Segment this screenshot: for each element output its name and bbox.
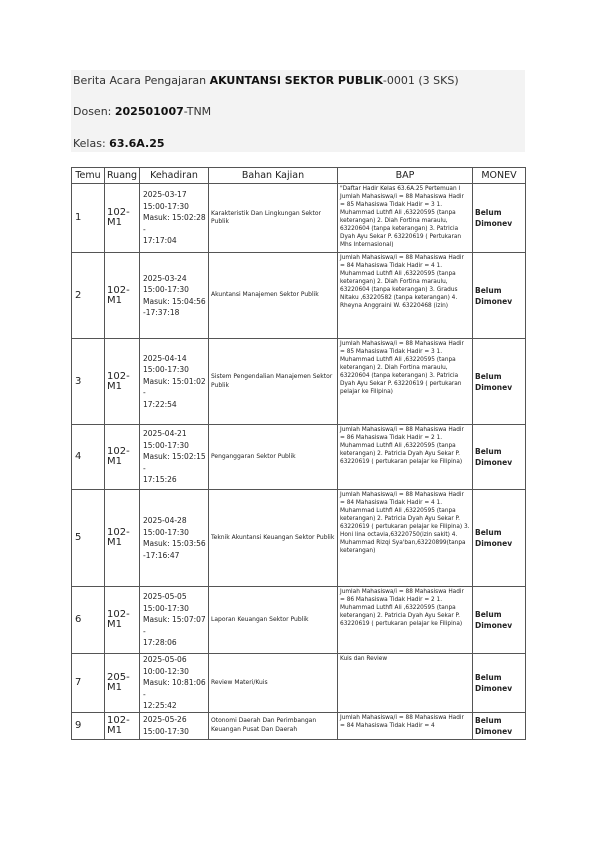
monev-status: Dimonev bbox=[475, 296, 513, 306]
cell-temu: 6 bbox=[72, 587, 105, 654]
kehadiran-line: -17:16:47 bbox=[143, 550, 180, 560]
table-row bbox=[72, 587, 526, 654]
cell-bahan-kajian: Akuntansi Manajemen Sektor Publik bbox=[209, 253, 338, 339]
monev-status: Belum bbox=[475, 610, 502, 619]
lecturer-initials: -TNM bbox=[183, 105, 212, 118]
lecturer-line bbox=[73, 105, 211, 118]
cell-ruang: 102-M1 bbox=[105, 425, 140, 490]
kehadiran-line: 15:00-17:30 bbox=[143, 285, 189, 294]
monev-status: Belum bbox=[475, 447, 502, 456]
kehadiran-line: 17:28:06 bbox=[143, 638, 177, 648]
monev-status: Dimonev bbox=[475, 539, 513, 548]
cell-bahan-kajian: Review Materi/Kuis bbox=[209, 654, 338, 713]
monev-status: Dimonev bbox=[475, 219, 513, 228]
class-label: Kelas: bbox=[73, 137, 110, 150]
header-bap: BAP bbox=[338, 168, 473, 184]
title-prefix: Berita Acara Pengajaran bbox=[73, 74, 210, 87]
kehadiran-line: 15:00-17:30 bbox=[143, 603, 189, 613]
header-temu: Temu bbox=[72, 168, 105, 184]
course-name: AKUNTANSI SEKTOR PUBLIK bbox=[209, 74, 383, 87]
cell-temu: 1 bbox=[72, 184, 105, 253]
kehadiran-line: -17:37:18 bbox=[143, 308, 180, 317]
kehadiran-line: Masuk: 15:07:07 - bbox=[143, 615, 206, 636]
kehadiran-line: 2025-04-28 bbox=[143, 516, 187, 525]
report-title bbox=[73, 74, 459, 87]
cell-bap: Kuis dan Review bbox=[338, 654, 473, 713]
class-line bbox=[73, 137, 165, 150]
cell-ruang: 102-M1 bbox=[105, 339, 140, 425]
monev-status: Belum bbox=[475, 208, 502, 217]
report-header bbox=[71, 70, 525, 152]
cell-monev bbox=[473, 425, 526, 490]
cell-ruang: 102-M1 bbox=[105, 253, 140, 339]
cell-bap: Jumlah Mahasiswa/i = 88 Mahasiswa Hadir = 84 Mahasiswa Tidak Hadir = 4 1. Muhammad Luthfi Ali ,63220595 (tanpa keterangan) 2. Diah Fortina maraulu, 63220604 (tanpa keterangan) 3. Gradus Nitaku ,63220582 (tanpa keterangan) 4. Rheyna Anggraini W. 63220468 (izin) bbox=[338, 253, 473, 339]
kehadiran-line: 2025-03-24 bbox=[143, 273, 187, 283]
attendance-table bbox=[71, 167, 526, 740]
cell-monev bbox=[473, 712, 526, 739]
cell-temu: 4 bbox=[72, 425, 105, 490]
header-ruang: Ruang bbox=[105, 168, 140, 184]
kehadiran-line: 2025-05-05 bbox=[143, 592, 187, 602]
kehadiran-line: 17:22:54 bbox=[143, 399, 177, 409]
kehadiran-line: 2025-04-14 bbox=[143, 353, 187, 363]
kehadiran-line: 2025-05-26 bbox=[143, 715, 187, 724]
table-row bbox=[72, 184, 526, 253]
cell-bap: "Daftar Hadir Kelas 63.6A.25 Pertemuan I Jumlah Mahasiswa/i = 88 Mahasiswa Hadir = 85 Mahasiswa Tidak Hadir = 3 1. Muhammad Luthfi Ali ,63220595 (tanpa keterangan) 2. Diah Fortina maraulu, 63220604 (tanpa keterangan) 3. Patricia Dyah Ayu Sekar P. 63220619 ( Pertukaran Mhs Internasional) bbox=[338, 184, 473, 253]
kehadiran-line: Masuk: 15:02:28 - bbox=[143, 213, 206, 234]
monev-status: Belum bbox=[475, 672, 502, 682]
course-code: -0001 (3 SKS) bbox=[382, 74, 459, 87]
header-kehadiran: Kehadiran bbox=[140, 168, 209, 184]
table-row bbox=[72, 339, 526, 425]
kehadiran-line: Masuk: 15:04:56 bbox=[143, 296, 206, 306]
cell-monev bbox=[473, 339, 526, 425]
kehadiran-line: 15:00-17:30 bbox=[143, 527, 189, 537]
monev-status: Belum bbox=[475, 715, 502, 725]
monev-status: Dimonev bbox=[475, 726, 513, 736]
table-row bbox=[72, 425, 526, 490]
kehadiran-line: 10:00-12:30 bbox=[143, 666, 189, 676]
cell-monev bbox=[473, 253, 526, 339]
cell-ruang: 102-M1 bbox=[105, 184, 140, 253]
cell-temu: 3 bbox=[72, 339, 105, 425]
kehadiran-line: 12:25:42 bbox=[143, 701, 177, 710]
kehadiran-line: Masuk: 10:81:06 - bbox=[143, 678, 206, 699]
lecturer-code: 202501007 bbox=[114, 105, 184, 118]
cell-bahan-kajian: Otonomi Daerah Dan Perimbangan Keuangan Pusat Dan Daerah bbox=[209, 712, 338, 739]
cell-monev bbox=[473, 490, 526, 587]
cell-temu: 7 bbox=[72, 654, 105, 713]
cell-monev bbox=[473, 654, 526, 713]
cell-monev bbox=[473, 587, 526, 654]
cell-bahan-kajian: Penganggaran Sektor Publik bbox=[209, 425, 338, 490]
cell-temu: 5 bbox=[72, 490, 105, 587]
monev-status: Dimonev bbox=[475, 382, 513, 392]
cell-kehadiran bbox=[140, 490, 209, 587]
kehadiran-line: 2025-03-17 bbox=[143, 190, 187, 200]
table-row bbox=[72, 490, 526, 587]
cell-bap: Jumlah Mahasiswa/i = 88 Mahasiswa Hadir = 86 Mahasiswa Tidak Hadir = 2 1. Muhammad Luthfi Ali ,63220595 (tanpa keterangan) 2. Patricia Dyah Ayu Sekar P. 63220619 ( pertukaran pelajar ke Filipina) bbox=[338, 425, 473, 490]
kehadiran-line: 15:00-17:30 bbox=[143, 201, 189, 211]
header-bahan-kajian: Bahan Kajian bbox=[209, 168, 338, 184]
lecturer-label: Dosen: bbox=[73, 105, 115, 118]
kehadiran-line: Masuk: 15:02:15 - bbox=[143, 452, 206, 473]
cell-bap: Jumlah Mahasiswa/i = 88 Mahasiswa Hadir = 85 Mahasiswa Tidak Hadir = 3 1. Muhammad Luthfi Ali ,63220595 (tanpa keterangan) 2. Diah Fortina maraulu, 63220604 (tanpa keterangan) 3. Patricia Dyah Ayu Sekar P. 63220619 ( pertukaran pelajar ke Filipina) bbox=[338, 339, 473, 425]
cell-kehadiran bbox=[140, 654, 209, 713]
cell-bahan-kajian: Laporan Keuangan Sektor Publik bbox=[209, 587, 338, 654]
class-value: 63.6A.25 bbox=[109, 137, 165, 150]
cell-bahan-kajian: Sistem Pengendalian Manajemen Sektor Publik bbox=[209, 339, 338, 425]
kehadiran-line: 17:15:26 bbox=[143, 475, 177, 485]
cell-kehadiran bbox=[140, 339, 209, 425]
cell-kehadiran bbox=[140, 587, 209, 654]
cell-bahan-kajian: Teknik Akuntansi Keuangan Sektor Publik bbox=[209, 490, 338, 587]
header-monev: MONEV bbox=[473, 168, 526, 184]
monev-status: Belum bbox=[475, 528, 502, 537]
kehadiran-line: 15:00-17:30 bbox=[143, 440, 189, 450]
table-row bbox=[72, 654, 526, 713]
kehadiran-line: Masuk: 15:03:56 bbox=[143, 539, 206, 548]
kehadiran-line: 2025-04-21 bbox=[143, 429, 187, 439]
monev-status: Belum bbox=[475, 285, 502, 295]
kehadiran-line: Masuk: 15:01:02 - bbox=[143, 376, 206, 398]
kehadiran-line: 15:00-17:30 bbox=[143, 726, 189, 736]
monev-status: Dimonev bbox=[475, 458, 513, 467]
kehadiran-line: 2025-05-06 bbox=[143, 655, 187, 664]
cell-monev bbox=[473, 184, 526, 253]
cell-kehadiran bbox=[140, 184, 209, 253]
monev-status: Dimonev bbox=[475, 683, 513, 693]
cell-temu: 9 bbox=[72, 712, 105, 739]
cell-bahan-kajian: Karakteristik Dan Lingkungan Sektor Publik bbox=[209, 184, 338, 253]
table-row bbox=[72, 253, 526, 339]
cell-ruang: 205-M1 bbox=[105, 654, 140, 713]
cell-kehadiran bbox=[140, 425, 209, 490]
cell-ruang: 102-M1 bbox=[105, 587, 140, 654]
cell-bap: Jumlah Mahasiswa/i = 88 Mahasiswa Hadir = 84 Mahasiswa Tidak Hadir = 4 bbox=[338, 712, 473, 739]
cell-bap: Jumlah Mahasiswa/i = 88 Mahasiswa Hadir = 86 Mahasiswa Tidak Hadir = 2 1. Muhammad Luthfi Ali ,63220595 (tanpa keterangan) 2. Patricia Dyah Ayu Sekar P. 63220619 ( pertukaran pelajar ke Filipina) bbox=[338, 587, 473, 654]
kehadiran-line: 15:00-17:30 bbox=[143, 365, 189, 375]
monev-status: Belum bbox=[475, 371, 502, 381]
cell-bap: Jumlah Mahasiswa/i = 88 Mahasiswa Hadir = 84 Mahasiswa Tidak Hadir = 4 1. Muhammad Luthfi Ali ,63220595 (tanpa keterangan) 2. Patricia Dyah Ayu Sekar P. 63220619 ( pertukaran pelajar ke Filipina) 3. Honi lina octavia,63220750(izin sakit) 4. Muhammad Rizqi Sya'ban,63220899(tanpa keterangan) bbox=[338, 490, 473, 587]
cell-ruang: 102-M1 bbox=[105, 490, 140, 587]
cell-kehadiran bbox=[140, 253, 209, 339]
kehadiran-line: 17:17:04 bbox=[143, 236, 177, 246]
cell-ruang: 102-M1 bbox=[105, 712, 140, 739]
table-header-row bbox=[72, 168, 526, 184]
table-row bbox=[72, 712, 526, 739]
cell-temu: 2 bbox=[72, 253, 105, 339]
cell-kehadiran bbox=[140, 712, 209, 739]
monev-status: Dimonev bbox=[475, 621, 513, 630]
